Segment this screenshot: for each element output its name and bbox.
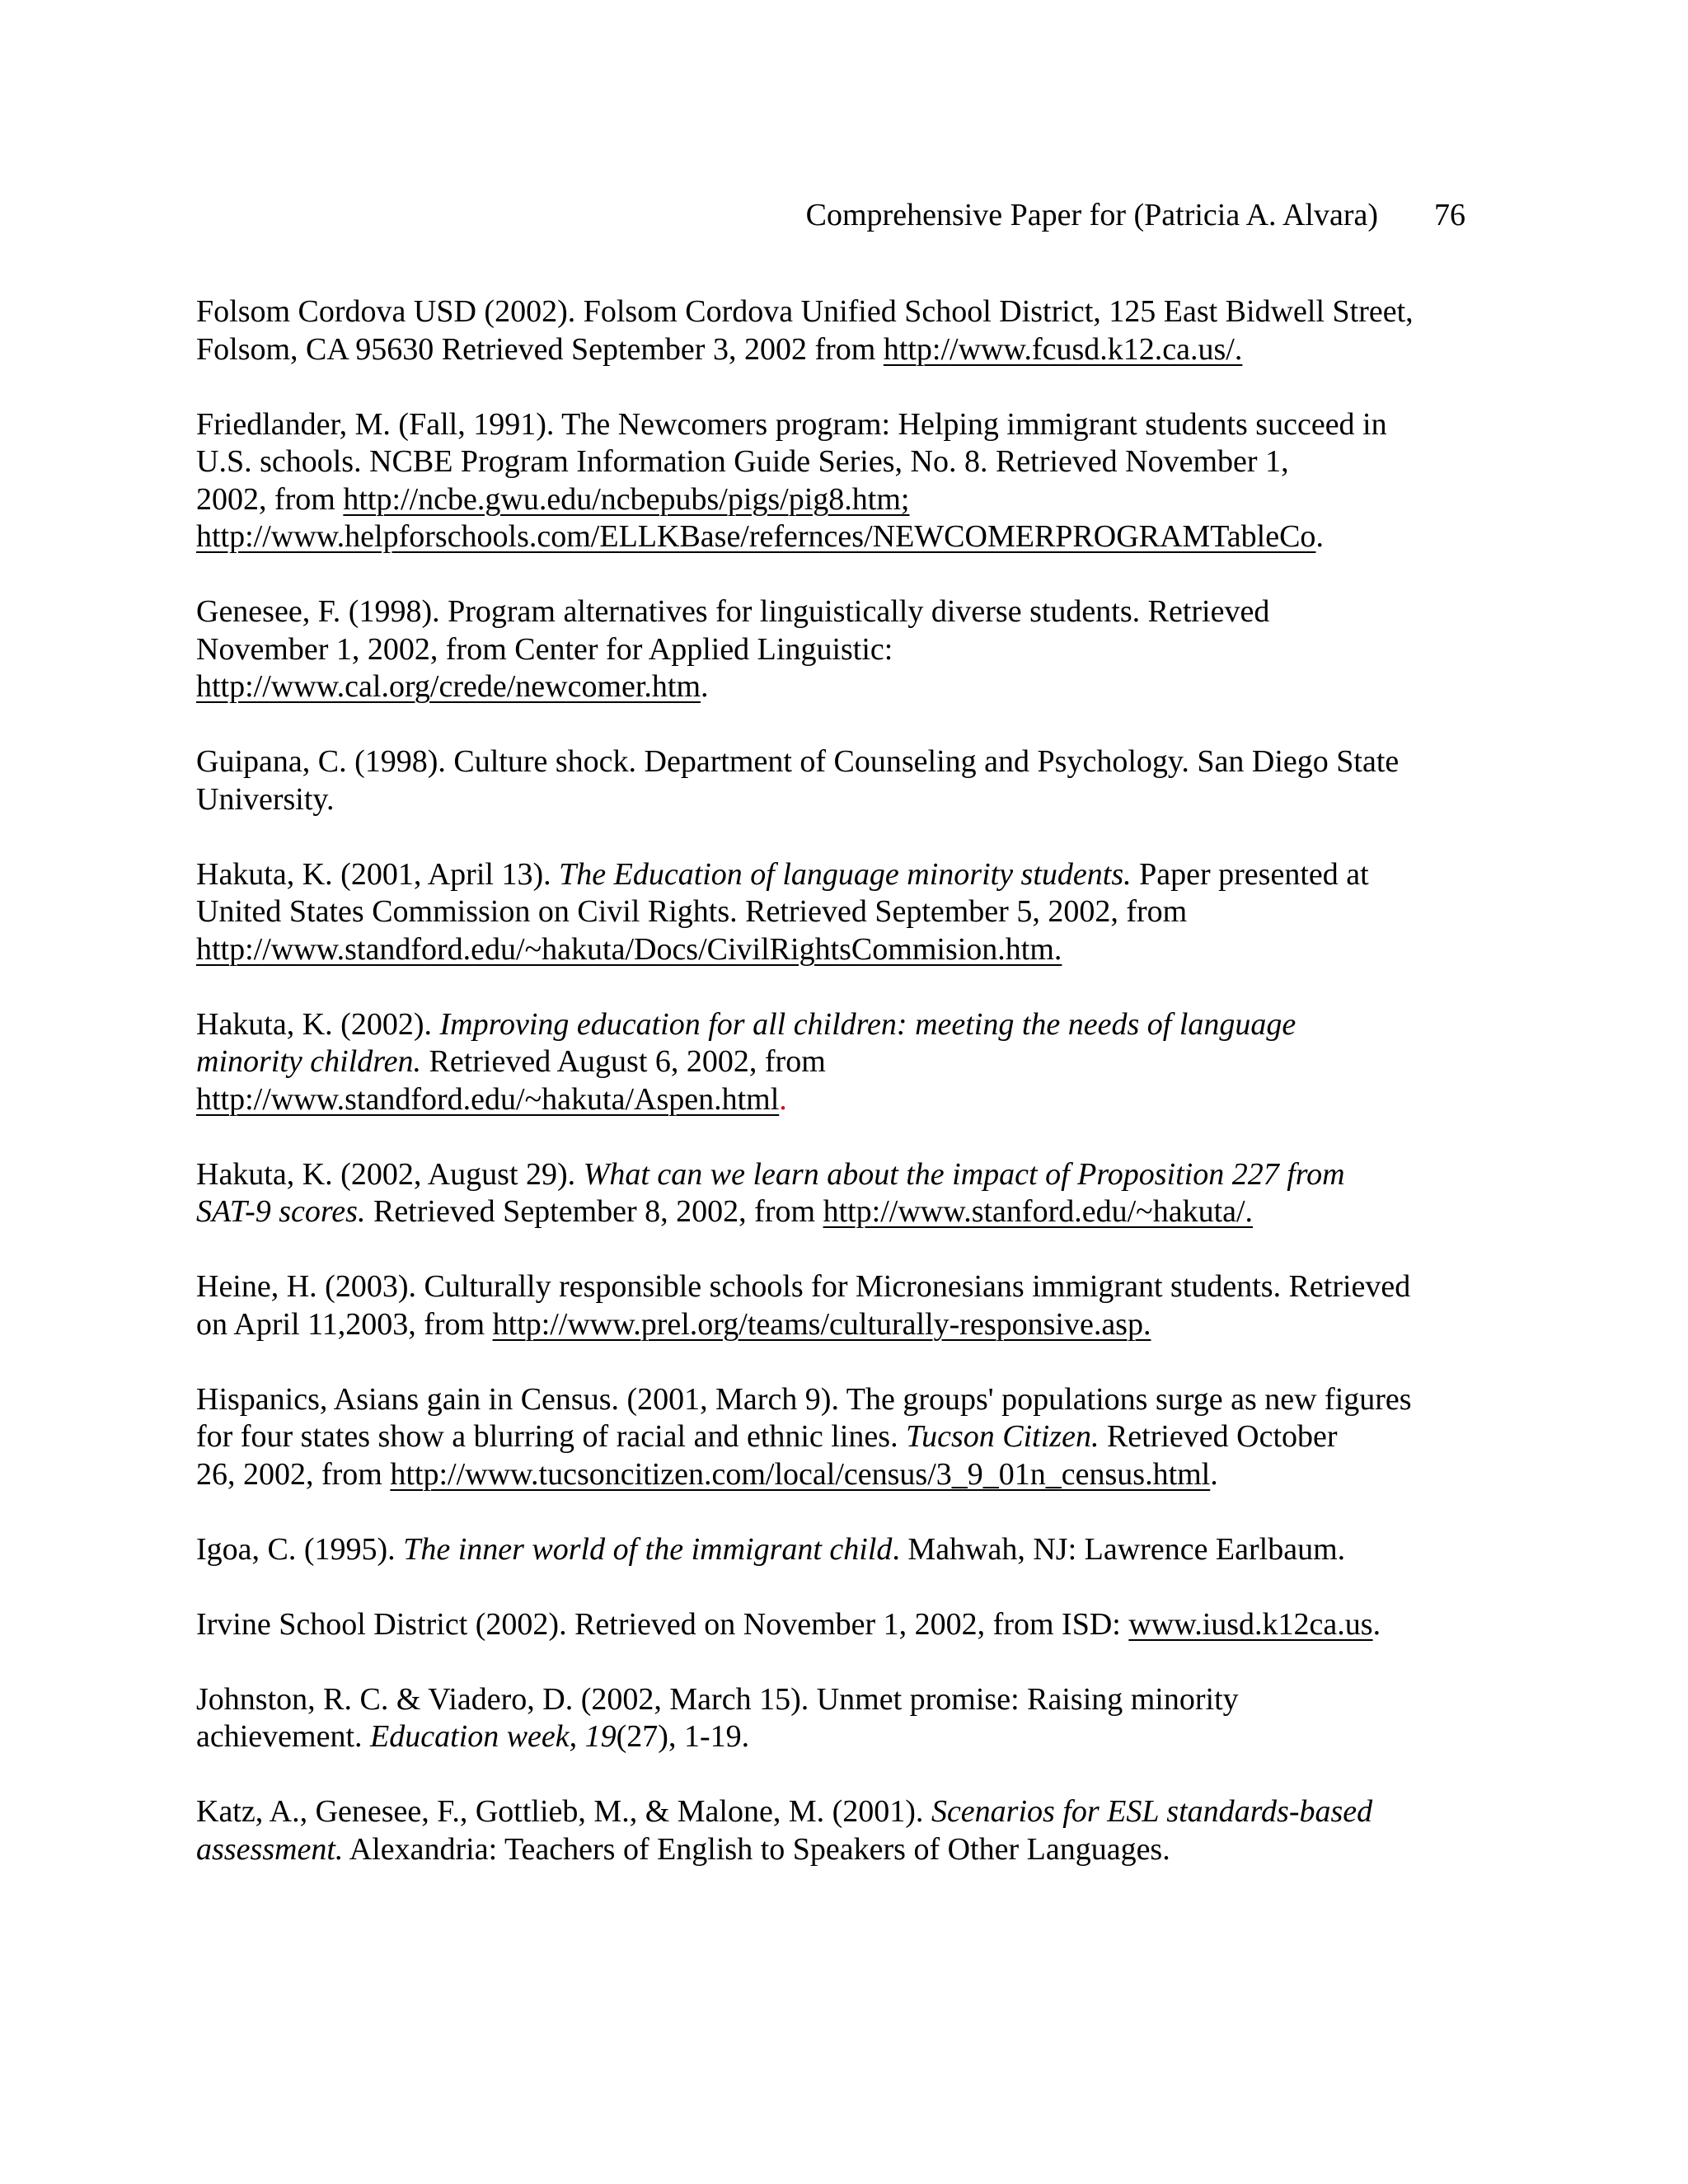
reference-line: Hakuta, K. (2001, April 13). The Education of language minority students. Paper presented at xyxy=(196,856,1369,892)
reference-line: for four states show a blurring of racial and ethnic lines. Tucson Citizen. Retrieved October xyxy=(196,1419,1338,1454)
reference-list xyxy=(196,293,1515,1906)
reference-line: 2002, from http://ncbe.gwu.edu/ncbepubs/pigs/pig8.htm; xyxy=(196,481,910,517)
reference-title: The inner world of the immigrant child xyxy=(403,1531,893,1567)
reference-entry-johnston xyxy=(196,1681,1515,1756)
running-head xyxy=(196,196,1465,234)
reference-entry-guipana xyxy=(196,743,1515,818)
reference-line: achievement. Education week, 19(27), 1-19. xyxy=(196,1719,750,1754)
reference-link[interactable]: http://www.stanford.edu/~hakuta/. xyxy=(823,1194,1254,1229)
reference-title: The Education of language minority students. xyxy=(559,856,1132,892)
reference-line: November 1, 2002, from Center for Applied Linguistic: xyxy=(196,631,893,667)
reference-entry-folsom xyxy=(196,293,1515,368)
reference-line: Friedlander, M. (Fall, 1991). The Newcomers program: Helping immigrant students succeed in xyxy=(196,406,1387,442)
reference-link[interactable]: www.iusd.k12ca.us xyxy=(1128,1606,1373,1642)
reference-line: Folsom, CA 95630 Retrieved September 3, 2002 from http://www.fcusd.k12.ca.us/. xyxy=(196,331,1243,367)
reference-line: Heine, H. (2003). Culturally responsible schools for Micronesians immigrant students. Retrieved xyxy=(196,1269,1411,1304)
reference-title: Education week, 19 xyxy=(370,1719,617,1754)
reference-entry-hakuta-2002b xyxy=(196,1156,1515,1231)
reference-link[interactable]: http://ncbe.gwu.edu/ncbepubs/pigs/pig8.htm; xyxy=(343,481,910,517)
reference-line: Johnston, R. C. & Viadero, D. (2002, March 15). Unmet promise: Raising minority xyxy=(196,1681,1239,1717)
page-number: 76 xyxy=(1434,198,1465,232)
reference-link[interactable]: http://www.cal.org/crede/newcomer.htm xyxy=(196,669,701,704)
reference-line: SAT-9 scores. Retrieved September 8, 2002, from http://www.stanford.edu/~hakuta/. xyxy=(196,1194,1254,1229)
reference-title: Tucson Citizen. xyxy=(906,1419,1100,1454)
reference-line: Hakuta, K. (2002). Improving education for all children: meeting the needs of language xyxy=(196,1006,1296,1042)
reference-entry-irvine xyxy=(196,1606,1515,1644)
reference-line: Irvine School District (2002). Retrieved on November 1, 2002, from ISD: www.iusd.k12ca.us. xyxy=(196,1606,1381,1642)
reference-line xyxy=(196,931,1515,969)
reference-line: Guipana, C. (1998). Culture shock. Department of Counseling and Psychology. San Diego State xyxy=(196,744,1400,779)
reference-line: University. xyxy=(196,781,335,817)
reference-link[interactable]: http://www.standford.edu/~hakuta/Docs/CivilRightsCommision.htm. xyxy=(196,931,1062,967)
reference-line: Folsom Cordova USD (2002). Folsom Cordova Unified School District, 125 East Bidwell Street, xyxy=(196,294,1414,329)
reference-line: United States Commission on Civil Rights. Retrieved September 5, 2002, from xyxy=(196,894,1188,929)
reference-line: http://www.helpforschools.com/ELLKBase/refernces/NEWCOMERPROGRAMTableCo. xyxy=(196,519,1324,554)
reference-line: http://www.standford.edu/~hakuta/Aspen.html. xyxy=(196,1081,787,1117)
reference-title: SAT-9 scores. xyxy=(196,1194,366,1229)
reference-line: Genesee, F. (1998). Program alternatives for linguistically diverse students. Retrieved xyxy=(196,594,1270,629)
reference-line: 26, 2002, from http://www.tucsoncitizen.com/local/census/3_9_01n_census.html. xyxy=(196,1456,1218,1492)
reference-link[interactable]: http://www.fcusd.k12.ca.us/. xyxy=(883,331,1243,367)
reference-entry-hispanics xyxy=(196,1381,1515,1494)
reference-line: Hakuta, K. (2002, August 29). What can we learn about the impact of Proposition 227 from xyxy=(196,1156,1345,1192)
reference-title: Improving education for all children: meeting the needs of language xyxy=(439,1006,1296,1042)
reference-line: on April 11,2003, from http://www.prel.org/teams/culturally-responsive.asp. xyxy=(196,1306,1151,1342)
reference-entry-katz xyxy=(196,1793,1515,1868)
running-head-title: Comprehensive Paper for (Patricia A. Alvara) xyxy=(805,198,1378,232)
reference-link[interactable]: http://www.helpforschools.com/ELLKBase/refernces/NEWCOMERPROGRAMTableCo xyxy=(196,519,1316,554)
reference-line: Hispanics, Asians gain in Census. (2001, March 9). The groups' populations surge as new figures xyxy=(196,1381,1412,1417)
reference-line: Katz, A., Genesee, F., Gottlieb, M., & Malone, M. (2001). Scenarios for ESL standards-based xyxy=(196,1794,1373,1829)
reference-entry-hakuta-2001 xyxy=(196,856,1515,969)
reference-entry-heine xyxy=(196,1268,1515,1343)
reference-title: Scenarios for ESL standards-based xyxy=(931,1794,1373,1829)
reference-title: What can we learn about the impact of Proposition 227 from xyxy=(583,1156,1345,1192)
reference-entry-friedlander xyxy=(196,406,1515,556)
reference-entry-hakuta-2002a xyxy=(196,1006,1515,1119)
reference-link[interactable]: http://www.prel.org/teams/culturally-responsive.asp. xyxy=(492,1306,1151,1342)
reference-line: assessment. Alexandria: Teachers of English to Speakers of Other Languages. xyxy=(196,1831,1170,1867)
reference-link[interactable]: http://www.standford.edu/~hakuta/Aspen.html xyxy=(196,1081,780,1117)
reference-line: minority children. Retrieved August 6, 2002, from xyxy=(196,1044,826,1079)
reference-line: U.S. schools. NCBE Program Information Guide Series, No. 8. Retrieved November 1, xyxy=(196,444,1289,479)
reference-entry-igoa xyxy=(196,1531,1515,1569)
reference-title: assessment. xyxy=(196,1831,344,1867)
reference-title: minority children. xyxy=(196,1044,421,1079)
reference-entry-genesee xyxy=(196,593,1515,706)
reference-line: http://www.cal.org/crede/newcomer.htm. xyxy=(196,669,709,704)
reference-line: Igoa, C. (1995). The inner world of the immigrant child. Mahwah, NJ: Lawrence Earlbaum. xyxy=(196,1531,1346,1567)
reference-link[interactable]: http://www.tucsoncitizen.com/local/census/3_9_01n_census.html xyxy=(390,1456,1211,1492)
